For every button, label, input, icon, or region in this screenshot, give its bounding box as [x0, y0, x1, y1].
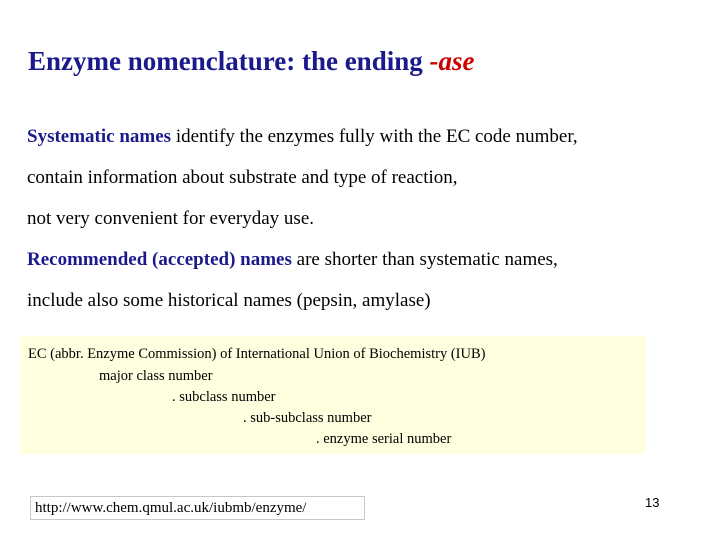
ec-code-box [20, 336, 645, 454]
slide-title [28, 46, 474, 77]
ec-line-subclass: . subclass number [172, 389, 276, 405]
recommended-line [27, 239, 707, 280]
body-line-5: include also some historical names (pepsin, amylase) [27, 290, 431, 311]
page-number: 13 [645, 495, 660, 510]
recommended-rest: are shorter than systematic names, [291, 249, 558, 270]
ec-line-sub-subclass: . sub-subclass number [243, 410, 372, 426]
systematic-line [27, 116, 707, 157]
title-ending: -ase [429, 46, 475, 76]
body-line-3: not very convenient for everyday use. [27, 208, 315, 229]
reference-url: http://www.chem.qmul.ac.uk/iubmb/enzyme/ [30, 496, 365, 520]
body-line-2: contain information about substrate and type of reaction, [27, 167, 458, 188]
body-text [27, 116, 707, 321]
ec-line-major-class: major class number [99, 368, 213, 384]
ec-line-1: EC (abbr. Enzyme Commission) of International Union of Biochemistry (IUB) [28, 346, 486, 362]
ec-line-serial-number: . enzyme serial number [316, 431, 452, 447]
recommended-term: Recommended (accepted) names [27, 249, 292, 270]
systematic-term: Systematic names [27, 126, 172, 147]
systematic-rest: identify the enzymes fully with the EC code number, [171, 126, 578, 147]
title-main: Enzyme nomenclature: the ending [28, 46, 423, 76]
